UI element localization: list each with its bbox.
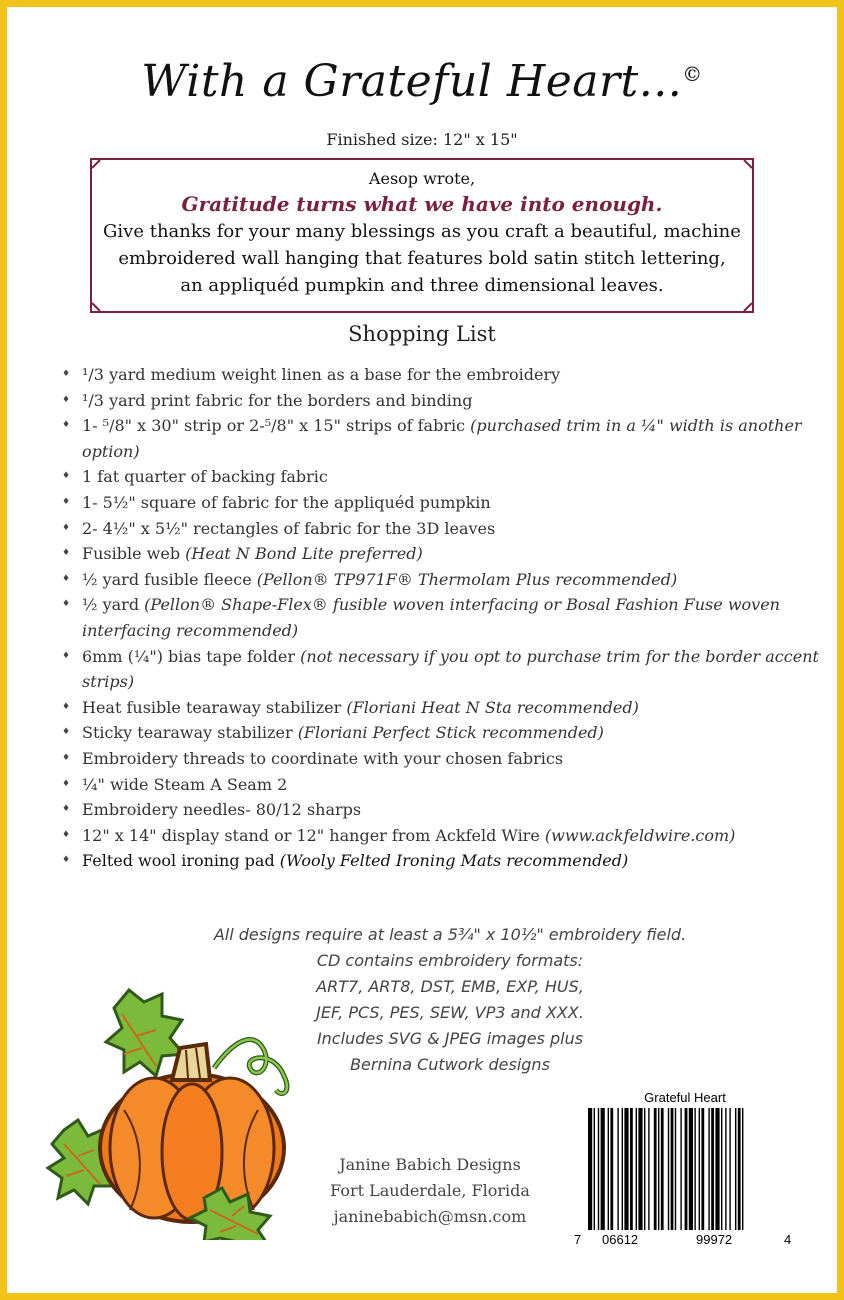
item-text: ¹/3 yard print fabric for the borders and binding [82,390,473,410]
item-text: Embroidery threads to coordinate with your chosen fabrics [82,748,564,768]
item-note: (Floriani Heat N Sta recommended) [346,697,639,717]
item-text: ¹/3 yard medium weight linen as a base for the embroidery [82,365,561,384]
item-note: (Pellon® TP971F® Thermolam Plus recommended) [256,569,678,589]
shopping-list-title: Shopping List [348,322,496,346]
formats-line: Includes SVG & JPEG images plus [316,1029,584,1048]
item-text: 6mm (¼") bias tape folder [82,646,296,666]
barcode-label: Grateful Heart [644,1090,726,1105]
shopping-list-item [62,823,822,849]
item-note: (not necessary if you opt to purchase trim for the border accent strips) [82,646,819,692]
company-name: Janine Babich Designs [339,1155,521,1174]
shopping-list-item [62,592,822,643]
item-text: Sticky tearaway stabilizer [82,723,293,743]
item-note: (Heat N Bond Lite preferred) [185,544,423,564]
formats-line: ART7, ART8, DST, EMB, EXP, HUS, [316,977,584,996]
item-text: Fusible web [82,544,181,564]
item-text: 2- 4½" x 5½" rectangles of fabric for the 3D leaves [82,518,496,538]
item-text: Heat fusible tearaway stabilizer [82,697,342,717]
contact-block [280,1152,580,1230]
shopping-list-item [62,413,822,464]
shopping-list-item [62,362,822,388]
barcode [572,1090,798,1260]
shopping-list-item [62,746,822,772]
barcode-digit-group: 06612 [602,1232,639,1247]
shopping-list-item [62,695,822,721]
item-note: (Floriani Perfect Stick recommended) [297,723,604,743]
barcode-digit-group: 7 [574,1232,582,1247]
item-text: Embroidery needles- 80/12 sharps [82,800,362,820]
item-note: (purchased trim in a ¼" width is another option) [82,416,802,461]
shopping-list-item [62,772,822,798]
shopping-list-item [62,644,822,695]
item-note: (Wooly Felted Ironing Mats recommended) [279,851,629,871]
item-text: 1 fat quarter of backing fabric [82,467,328,487]
company-location: Fort Lauderdale, Florida [330,1181,530,1200]
quote-box [90,158,754,313]
shopping-list-item [62,516,822,542]
formats-line: Bernina Cutwork designs [350,1055,550,1074]
item-text: 1- ⁵/8" x 30" strip or 2-⁵/8" x 15" strips of fabric [82,416,466,436]
quote-line: Gratitude turns what we have into enough. [181,192,663,216]
shopping-list-item [62,388,822,414]
quote-text [90,168,754,299]
item-note: (www.ackfeldwire.com) [544,825,736,845]
barcode-bars-icon [572,1090,798,1250]
quote-description-line: an appliquéd pumpkin and three dimensional leaves. [180,275,664,296]
barcode-digit-group: 99972 [696,1232,733,1247]
formats-line: All designs require at least a 5¾" x 10½" embroidery field. [213,925,687,944]
item-text: Felted wool ironing pad [82,851,275,871]
formats-line: JEF, PCS, PES, SEW, VP3 and XXX. [316,1003,584,1022]
shopping-list-item [62,541,822,567]
item-text: ¼" wide Steam A Seam 2 [82,774,288,794]
quote-description-line: Give thanks for your many blessings as you craft a beautiful, machine [103,221,741,242]
page-title [0,56,844,107]
item-text: 12" x 14" display stand or 12" hanger from Ackfeld Wire [82,825,540,845]
shopping-list-item [62,490,822,516]
title-text: With a Grateful Heart... [141,56,683,107]
shopping-list [62,362,822,874]
formats-line: CD contains embroidery formats: [316,951,584,970]
item-text: ½ yard fusible fleece [82,569,252,589]
pumpkin-body [100,1074,284,1222]
copyright-mark: © [682,62,703,86]
item-text: 1- 5½" square of fabric for the appliquéd pumpkin [82,492,491,512]
shopping-list-item [62,848,822,874]
shopping-list-item [62,797,822,823]
quote-intro: Aesop wrote, [368,169,476,188]
shopping-list-item [62,567,822,593]
shopping-list-item [62,464,822,490]
contact-email: janinebabich@msn.com [333,1207,527,1226]
leaf-icon [106,990,184,1076]
item-text: ½ yard [82,595,140,615]
finished-size: Finished size: 12" x 15" [326,130,518,149]
shopping-list-item [62,720,822,746]
barcode-digit-group: 4 [784,1232,792,1247]
quote-description-line: embroidered wall hanging that features bold satin stitch lettering, [118,248,726,269]
item-note: (Pellon® Shape-Flex® fusible woven interfacing or Bosal Fashion Fuse woven interfacing recommended) [82,595,780,640]
